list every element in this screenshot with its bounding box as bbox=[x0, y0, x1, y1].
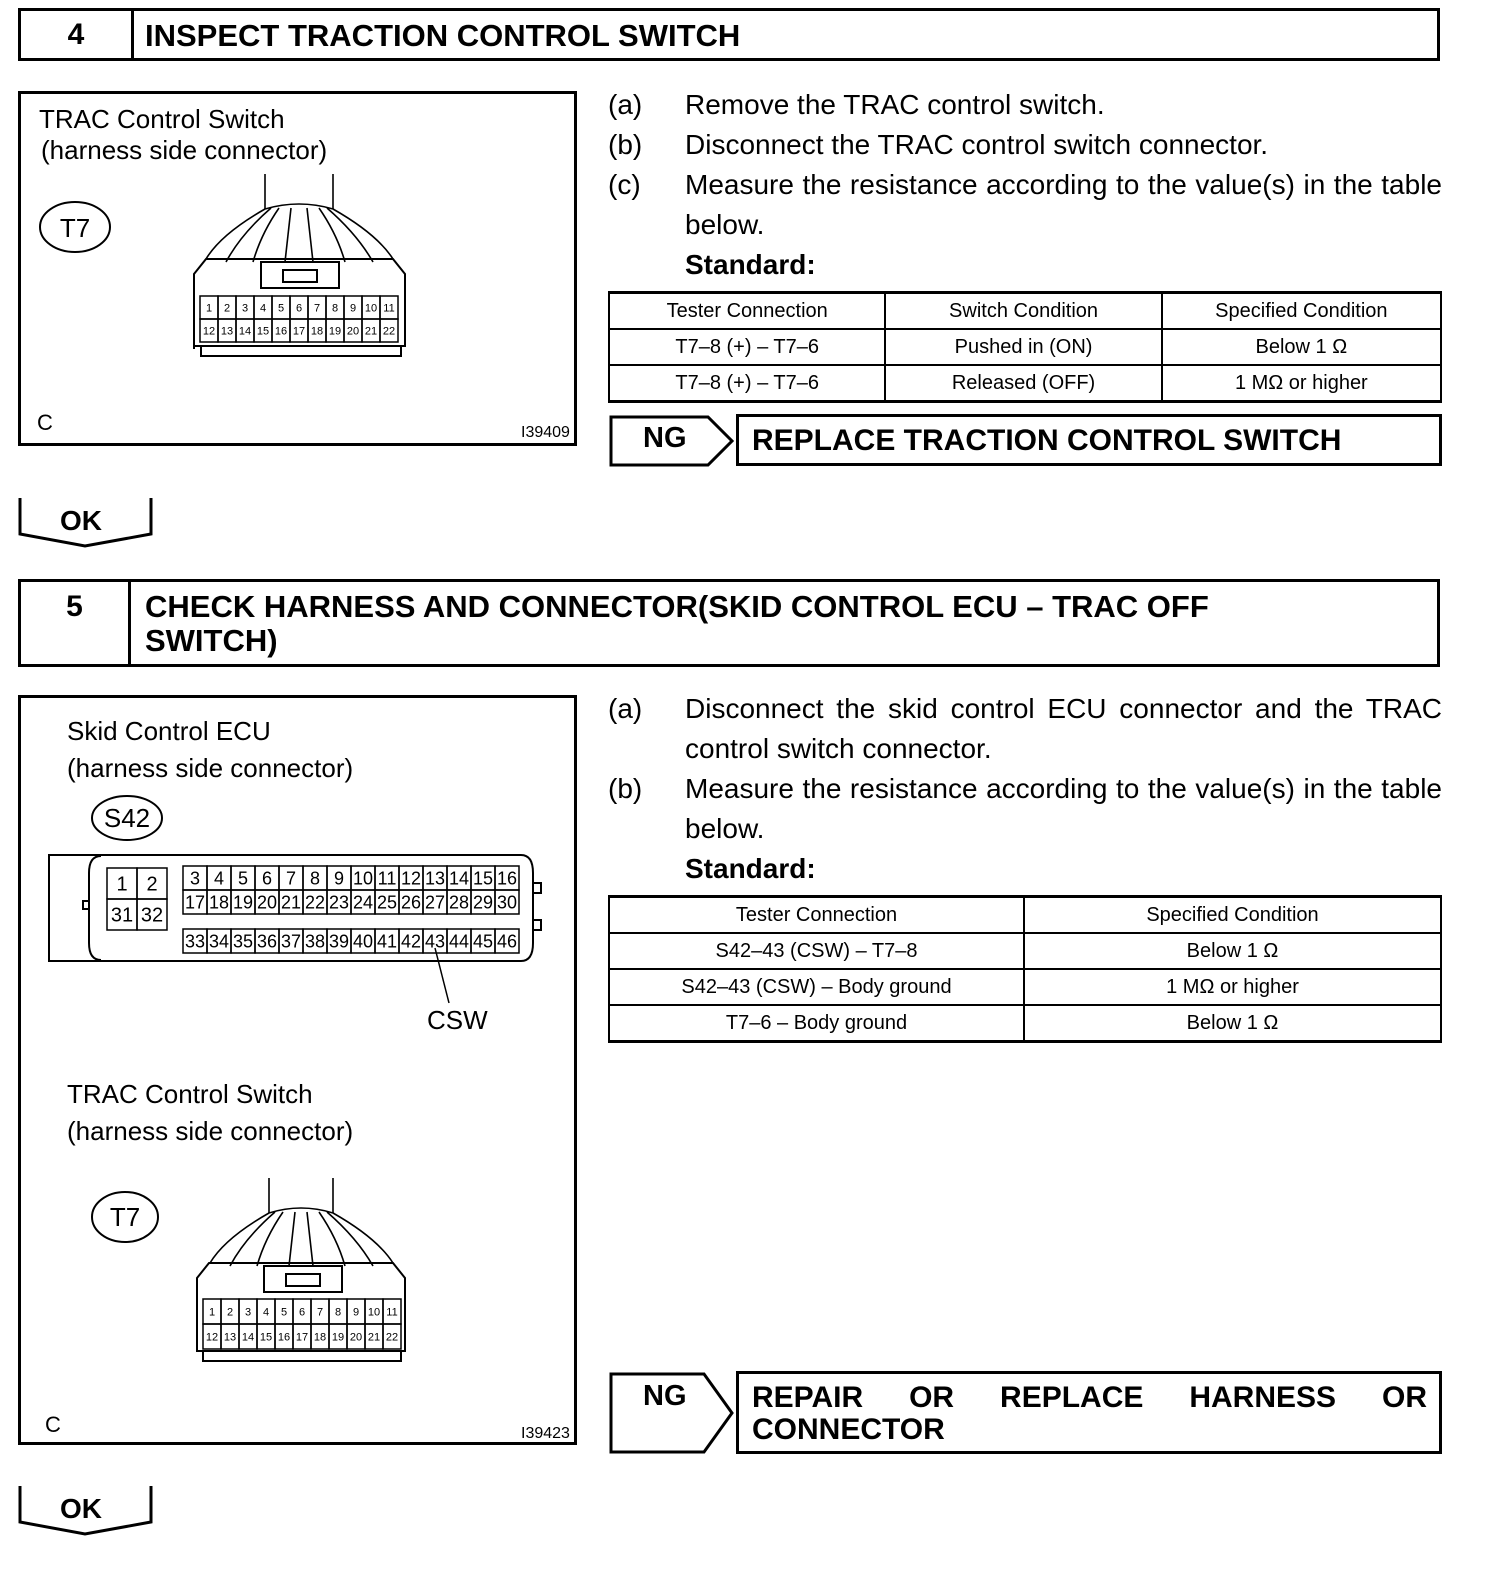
table-header: Tester Connection bbox=[609, 293, 885, 330]
pin-number: 2 bbox=[146, 873, 158, 896]
pin-number: 6 bbox=[295, 302, 303, 315]
pin-number: 17 bbox=[295, 1331, 309, 1344]
step-5-figure bbox=[18, 695, 577, 1445]
table-header-row bbox=[609, 293, 1441, 330]
pin-number: 28 bbox=[448, 892, 470, 913]
pin-number: 17 bbox=[292, 325, 306, 338]
pin-number: 17 bbox=[184, 892, 206, 913]
instruction-label: (b) bbox=[608, 773, 643, 804]
instruction-label: (a) bbox=[608, 693, 643, 724]
pin-number: 16 bbox=[496, 868, 518, 889]
pin-number: 30 bbox=[496, 892, 518, 913]
table-cell: Below 1 Ω bbox=[1024, 1005, 1441, 1042]
figure-corner-label: C bbox=[45, 1412, 61, 1437]
pin-number: 42 bbox=[400, 931, 422, 952]
ng-label: NG bbox=[643, 1380, 687, 1412]
step-4-instructions bbox=[608, 85, 1442, 285]
pin-number: 7 bbox=[313, 302, 321, 315]
pin-number: 40 bbox=[352, 931, 374, 952]
pin-number: 6 bbox=[298, 1306, 306, 1319]
pin-number: 13 bbox=[424, 868, 446, 889]
figure-id: I39409 bbox=[521, 424, 570, 441]
pin-number: 18 bbox=[310, 325, 324, 338]
pin-number: 1 bbox=[116, 873, 128, 896]
table-header: Switch Condition bbox=[885, 293, 1161, 330]
table-cell: S42–43 (CSW) – T7–8 bbox=[609, 933, 1024, 969]
pin-number: 5 bbox=[237, 868, 249, 889]
instruction-item bbox=[608, 85, 1442, 125]
pin-number: 4 bbox=[259, 302, 267, 315]
csw-callout-line bbox=[435, 948, 449, 1003]
pin-number: 18 bbox=[208, 892, 230, 913]
step-5-header bbox=[18, 579, 1440, 667]
standard-label: Standard: bbox=[685, 853, 816, 884]
instruction-item bbox=[608, 689, 1442, 769]
connector-harness-wires bbox=[206, 174, 393, 262]
table-cell: 1 MΩ or higher bbox=[1162, 365, 1441, 402]
pin-number: 1 bbox=[205, 302, 213, 315]
step-title-line1: CHECK HARNESS AND CONNECTOR(SKID CONTROL ECU – TRAC OFF bbox=[145, 589, 1209, 624]
switch-title-line1: TRAC Control Switch bbox=[67, 1079, 313, 1109]
figure-title-line1: TRAC Control Switch bbox=[39, 104, 285, 134]
pin-number: 37 bbox=[280, 931, 302, 952]
table-row bbox=[609, 329, 1441, 365]
ng-action-text: REPAIR OR REPLACE HARNESS OR CONNECTOR bbox=[752, 1381, 1427, 1446]
pin-number: 14 bbox=[238, 325, 252, 338]
step-title-line2: SWITCH) bbox=[145, 623, 278, 658]
ng-label: NG bbox=[643, 422, 687, 454]
pin-number: 10 bbox=[352, 868, 374, 889]
pin-number: 25 bbox=[376, 892, 398, 913]
pin-number: 15 bbox=[259, 1331, 273, 1344]
pin-number: 2 bbox=[226, 1306, 234, 1319]
pin-number: 11 bbox=[377, 868, 397, 889]
table-cell: 1 MΩ or higher bbox=[1024, 969, 1441, 1005]
switch-connector-label: T7 bbox=[109, 1202, 141, 1232]
instruction-label: (a) bbox=[608, 89, 643, 120]
pin-number: 6 bbox=[261, 868, 273, 889]
pin-number: 15 bbox=[256, 325, 270, 338]
ok-label: OK bbox=[60, 505, 102, 536]
instruction-text: Disconnect the skid control ECU connector and the TRAC control switch connector. bbox=[685, 693, 1442, 764]
connector-label: T7 bbox=[59, 213, 91, 243]
pin-number: 35 bbox=[232, 931, 254, 952]
pin-number: 13 bbox=[220, 325, 234, 338]
instruction-label: (c) bbox=[608, 169, 641, 200]
pin-number: 41 bbox=[376, 931, 398, 952]
step-5-spec-table bbox=[608, 895, 1442, 1043]
pin-number: 24 bbox=[352, 892, 374, 913]
pin-number: 22 bbox=[382, 325, 396, 338]
pin-number: 19 bbox=[328, 325, 342, 338]
table-cell: S42–43 (CSW) – Body ground bbox=[609, 969, 1024, 1005]
pin-number: 21 bbox=[364, 325, 378, 338]
pin-number: 11 bbox=[386, 1306, 398, 1319]
pin-number: 5 bbox=[280, 1306, 288, 1319]
table-cell: T7–8 (+) – T7–6 bbox=[609, 329, 885, 365]
pin-number: 8 bbox=[334, 1306, 342, 1319]
step-4-header bbox=[18, 8, 1440, 61]
standard-label: Standard: bbox=[685, 249, 816, 280]
instruction-item bbox=[608, 125, 1442, 165]
pin-number: 43 bbox=[424, 931, 446, 952]
step-title: INSPECT TRACTION CONTROL SWITCH bbox=[145, 18, 741, 53]
pin-number: 22 bbox=[304, 892, 326, 913]
instruction-item bbox=[608, 165, 1442, 245]
table-cell: Below 1 Ω bbox=[1024, 933, 1441, 969]
pin-number: 45 bbox=[472, 931, 494, 952]
instruction-text: Measure the resistance according to the value(s) in the table below. bbox=[685, 169, 1442, 240]
pin-number: 27 bbox=[424, 892, 446, 913]
pin-number: 4 bbox=[262, 1306, 270, 1319]
pin-number: 9 bbox=[349, 302, 357, 315]
figure-corner-label: C bbox=[37, 410, 53, 435]
pin-number: 38 bbox=[304, 931, 326, 952]
table-cell: Below 1 Ω bbox=[1162, 329, 1441, 365]
pin-number: 11 bbox=[383, 302, 395, 315]
pin-number: 2 bbox=[223, 302, 231, 315]
pin-number: 3 bbox=[189, 868, 201, 889]
table-row bbox=[609, 969, 1441, 1005]
pin-number: 44 bbox=[448, 931, 470, 952]
pin-number: 14 bbox=[448, 868, 470, 889]
switch-connector-pins bbox=[203, 1299, 401, 1349]
pin-number: 31 bbox=[110, 904, 134, 927]
step-4-spec-table bbox=[608, 291, 1442, 403]
pin-number: 21 bbox=[367, 1331, 381, 1344]
pin-number: 9 bbox=[333, 868, 345, 889]
ecu-title-line2: (harness side connector) bbox=[67, 753, 354, 783]
step-5-connector-diagrams bbox=[21, 698, 574, 1442]
pin-number: 10 bbox=[364, 302, 378, 315]
instruction-text: Remove the TRAC control switch. bbox=[685, 89, 1105, 120]
pin-number: 33 bbox=[184, 931, 206, 952]
table-header-row bbox=[609, 897, 1441, 934]
instruction-label: (b) bbox=[608, 129, 643, 160]
table-header: Specified Condition bbox=[1024, 897, 1441, 934]
pin-number: 32 bbox=[140, 904, 164, 927]
pin-number: 26 bbox=[400, 892, 422, 913]
pin-number: 20 bbox=[346, 325, 360, 338]
step-number: 4 bbox=[21, 11, 134, 58]
pin-number: 22 bbox=[385, 1331, 399, 1344]
pin-number: 16 bbox=[274, 325, 288, 338]
pin-number: 23 bbox=[328, 892, 350, 913]
instruction-text: Measure the resistance according to the value(s) in the table below. bbox=[685, 773, 1442, 844]
ecu-connector-label: S42 bbox=[103, 803, 151, 833]
pin-number: 18 bbox=[313, 1331, 327, 1344]
pin-number: 14 bbox=[241, 1331, 255, 1344]
switch-harness-wires bbox=[210, 1178, 393, 1266]
pin-number: 34 bbox=[208, 931, 230, 952]
pin-number: 8 bbox=[309, 868, 321, 889]
pin-number: 12 bbox=[205, 1331, 219, 1344]
pin-number: 3 bbox=[244, 1306, 252, 1319]
table-cell: Released (OFF) bbox=[885, 365, 1161, 402]
pin-number: 1 bbox=[208, 1306, 216, 1319]
pin-number: 15 bbox=[472, 868, 494, 889]
ecu-title-line1: Skid Control ECU bbox=[67, 716, 271, 746]
pin-number: 20 bbox=[256, 892, 278, 913]
table-header: Specified Condition bbox=[1162, 293, 1441, 330]
pin-number: 19 bbox=[232, 892, 254, 913]
pin-number: 10 bbox=[367, 1306, 381, 1319]
pin-number: 12 bbox=[400, 868, 422, 889]
figure-id: I39423 bbox=[521, 1425, 570, 1442]
pin-number: 20 bbox=[349, 1331, 363, 1344]
pin-number: 7 bbox=[285, 868, 297, 889]
pin-number: 9 bbox=[352, 1306, 360, 1319]
pin-number: 3 bbox=[241, 302, 249, 315]
t7-connector-diagram bbox=[21, 94, 574, 443]
table-header: Tester Connection bbox=[609, 897, 1024, 934]
table-cell: Pushed in (ON) bbox=[885, 329, 1161, 365]
step-number: 5 bbox=[21, 582, 131, 664]
table-row bbox=[609, 365, 1441, 402]
pin-number: 46 bbox=[496, 931, 518, 952]
step-4-figure bbox=[18, 91, 577, 446]
pin-number: 29 bbox=[472, 892, 494, 913]
figure-title-line2: (harness side connector) bbox=[41, 135, 328, 165]
pin-number: 39 bbox=[328, 931, 350, 952]
connector-pins bbox=[200, 296, 398, 342]
pin-number: 16 bbox=[277, 1331, 291, 1344]
table-cell: T7–8 (+) – T7–6 bbox=[609, 365, 885, 402]
pin-number: 21 bbox=[280, 892, 302, 913]
step-5-instructions bbox=[608, 689, 1442, 889]
pin-number: 7 bbox=[316, 1306, 324, 1319]
ok-label: OK bbox=[60, 1493, 102, 1524]
table-cell: T7–6 – Body ground bbox=[609, 1005, 1024, 1042]
switch-title-line2: (harness side connector) bbox=[67, 1116, 354, 1146]
step-title bbox=[145, 590, 1427, 658]
pin-number: 8 bbox=[331, 302, 339, 315]
table-row bbox=[609, 1005, 1441, 1042]
pin-number: 12 bbox=[202, 325, 216, 338]
ng-action-box bbox=[736, 414, 1442, 466]
pin-number: 4 bbox=[213, 868, 225, 889]
instruction-item bbox=[608, 769, 1442, 849]
pin-number: 13 bbox=[223, 1331, 237, 1344]
pin-number: 36 bbox=[256, 931, 278, 952]
csw-callout-label: CSW bbox=[427, 1005, 488, 1035]
ng-action-text: REPLACE TRACTION CONTROL SWITCH bbox=[752, 424, 1342, 457]
pin-number: 19 bbox=[331, 1331, 345, 1344]
pin-number: 5 bbox=[277, 302, 285, 315]
ng-action-box bbox=[736, 1371, 1442, 1454]
ecu-connector-pins bbox=[107, 866, 519, 953]
table-row bbox=[609, 933, 1441, 969]
instruction-text: Disconnect the TRAC control switch connector. bbox=[685, 129, 1269, 160]
